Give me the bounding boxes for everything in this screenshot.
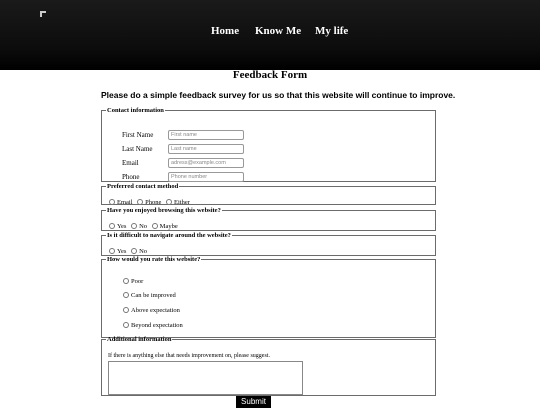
navigation-difficulty-fieldset bbox=[101, 232, 436, 256]
contact-information-fieldset bbox=[101, 107, 436, 182]
last-name-input[interactable] bbox=[168, 144, 244, 154]
enjoy-browsing-fieldset bbox=[101, 207, 436, 231]
enjoy-maybe-radio[interactable]: Maybe bbox=[152, 223, 178, 230]
additional-information-legend: Additional information bbox=[107, 336, 172, 343]
contact-method-either-radio[interactable]: Either bbox=[166, 199, 190, 206]
contact-method-fieldset bbox=[101, 183, 436, 205]
nav-know-me-link[interactable]: Know Me bbox=[255, 25, 302, 37]
submit-button[interactable]: Submit bbox=[236, 396, 271, 408]
rate-poor-radio[interactable]: Poor bbox=[123, 278, 143, 285]
phone-label: Phone bbox=[122, 173, 140, 181]
email-input[interactable] bbox=[168, 158, 244, 168]
radio-circle-icon bbox=[109, 223, 115, 229]
first-name-input[interactable] bbox=[168, 130, 244, 140]
intro-text: Please do a simple feedback survey for us so that this website will continue to improve. bbox=[101, 90, 456, 100]
nav-my-life-link[interactable]: My life bbox=[315, 25, 349, 37]
additional-information-label: If there is anything else that needs improvement on, please suggest. bbox=[108, 353, 270, 359]
enjoy-browsing-legend: Have you enjoyed browsing this website? bbox=[107, 207, 221, 214]
enjoy-yes-radio[interactable]: Yes bbox=[109, 223, 126, 230]
enjoy-no-radio[interactable]: No bbox=[131, 223, 147, 230]
rate-above-expectation-radio[interactable]: Above expectation bbox=[123, 307, 180, 314]
radio-circle-icon bbox=[123, 307, 129, 313]
navigate-yes-radio[interactable]: Yes bbox=[109, 248, 126, 255]
first-name-label: First Name bbox=[122, 131, 154, 139]
contact-information-legend: Contact information bbox=[107, 107, 164, 114]
radio-circle-icon bbox=[131, 223, 137, 229]
rate-beyond-expectation-radio[interactable]: Beyond expectation bbox=[123, 322, 183, 329]
page-title: Feedback Form bbox=[232, 69, 308, 81]
last-name-label: Last Name bbox=[122, 145, 153, 153]
rate-can-be-improved-radio[interactable]: Can be improved bbox=[123, 292, 176, 299]
site-header bbox=[0, 0, 540, 70]
radio-circle-icon bbox=[109, 199, 115, 205]
radio-circle-icon bbox=[123, 322, 129, 328]
radio-circle-icon bbox=[123, 278, 129, 284]
email-label: Email bbox=[122, 159, 139, 167]
radio-circle-icon bbox=[123, 292, 129, 298]
broken-image-icon bbox=[40, 11, 48, 19]
rate-website-legend: How would you rate this website? bbox=[107, 256, 201, 263]
contact-method-email-radio[interactable]: Email bbox=[109, 199, 133, 206]
contact-method-options bbox=[109, 199, 193, 206]
nav-home-link[interactable]: Home bbox=[211, 25, 240, 37]
radio-circle-icon bbox=[137, 199, 143, 205]
radio-circle-icon bbox=[109, 248, 115, 254]
contact-method-phone-radio[interactable]: Phone bbox=[137, 199, 161, 206]
suggestion-textarea[interactable] bbox=[108, 361, 303, 395]
radio-circle-icon bbox=[166, 199, 172, 205]
navigation-difficulty-legend: Is it difficult to navigate around the website? bbox=[107, 232, 231, 239]
navigation-difficulty-options bbox=[109, 248, 150, 255]
radio-circle-icon bbox=[131, 248, 137, 254]
radio-circle-icon bbox=[152, 223, 158, 229]
enjoy-browsing-options bbox=[109, 223, 181, 230]
contact-method-legend: Preferred contact method bbox=[107, 183, 179, 190]
additional-information-fieldset bbox=[101, 336, 436, 396]
rate-website-fieldset bbox=[101, 256, 436, 338]
phone-input[interactable] bbox=[168, 172, 244, 182]
navigate-no-radio[interactable]: No bbox=[131, 248, 147, 255]
